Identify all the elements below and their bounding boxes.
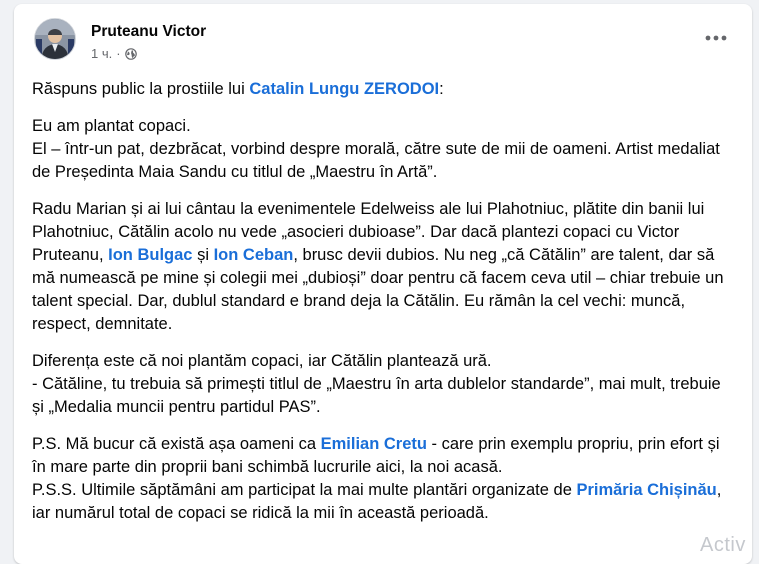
paragraph-ps	[32, 433, 736, 525]
more-options-button[interactable]	[698, 26, 734, 50]
text-segment: - care prin exemplu propriu, prin efort și în mare parte din proprii bani schimbă lucrurile aici, la noi acasă.	[32, 435, 720, 476]
paragraph-trees	[32, 115, 736, 184]
text-segment: P.S.S. Ultimile săptămâni am participat la mai multe plantări organizate de	[32, 481, 577, 499]
author-name[interactable]: Pruteanu Victor	[91, 23, 207, 40]
text-segment: Radu Marian și ai lui cântau la evenimentele Edelweiss ale lui Plahotniuc, plătite din banii lui Plahotniuc, Cătălin acolo nu vede „asocieri dubioase”. Dar dacă plantezi copaci cu Victor Pruteanu,	[32, 200, 705, 264]
text-segment: P.S. Mă bucur că există așa oameni ca	[32, 435, 321, 453]
text-segment: Diferența este că noi plantăm copaci, iar Cătălin plantează ură.	[32, 352, 492, 370]
paragraph-edelweiss	[32, 198, 736, 336]
post-header	[32, 18, 734, 70]
post-time[interactable]: 1 ч.	[91, 46, 113, 61]
paragraph-intro	[32, 78, 736, 101]
text-segment: Eu am plantat copaci.	[32, 117, 191, 135]
text-segment: , iar numărul total de copaci se ridică la mii în această perioadă.	[32, 481, 722, 522]
post-card	[14, 4, 752, 564]
paragraph-difference	[32, 350, 736, 419]
activation-watermark: Activ	[700, 534, 746, 556]
mention-primaria-chisinau[interactable]: Primăria Chișinău	[576, 481, 717, 499]
avatar[interactable]	[34, 18, 76, 60]
text-segment: Răspuns public la prostiile lui	[32, 80, 250, 98]
more-options-icon	[705, 35, 727, 41]
mention-catalin-lungu[interactable]: Catalin Lungu ZERODOI	[249, 80, 440, 98]
avatar-image	[35, 19, 75, 59]
text-segment: - Cătăline, tu trebuia să primești titlul de „Maestru în arta dublelor standarde”, mai mult, trebuie și „Medalia muncii pentru partidul PAS”.	[32, 375, 721, 416]
post-meta	[91, 46, 137, 61]
text-segment: El – într-un pat, dezbrăcat, vorbind despre morală, către sute de mii de oameni. Artist medaliat de Președinta Maia Sandu cu titlul de „Maestru în Artă”.	[32, 140, 720, 181]
globe-icon[interactable]	[125, 48, 137, 60]
meta-separator: ·	[116, 46, 121, 61]
post-body	[32, 78, 736, 539]
text-segment: și	[192, 246, 214, 264]
mention-ion-bulgac[interactable]: Ion Bulgac	[108, 246, 193, 264]
text-segment: :	[439, 80, 444, 98]
mention-ion-ceban[interactable]: Ion Ceban	[213, 246, 294, 264]
text-segment: , brusc devii dubios. Nu neg „că Cătălin” are talent, dar să mă numească pe mine și colegii mei „dubioși” doar pentru că facem ceva util – chiar trebuie un talent special. Dar, dublul standard e brand deja la Cătălin. Eu rămân la cel vechi: muncă, respect, demnitate.	[32, 246, 724, 333]
mention-emilian-cretu[interactable]: Emilian Cretu	[320, 435, 427, 453]
